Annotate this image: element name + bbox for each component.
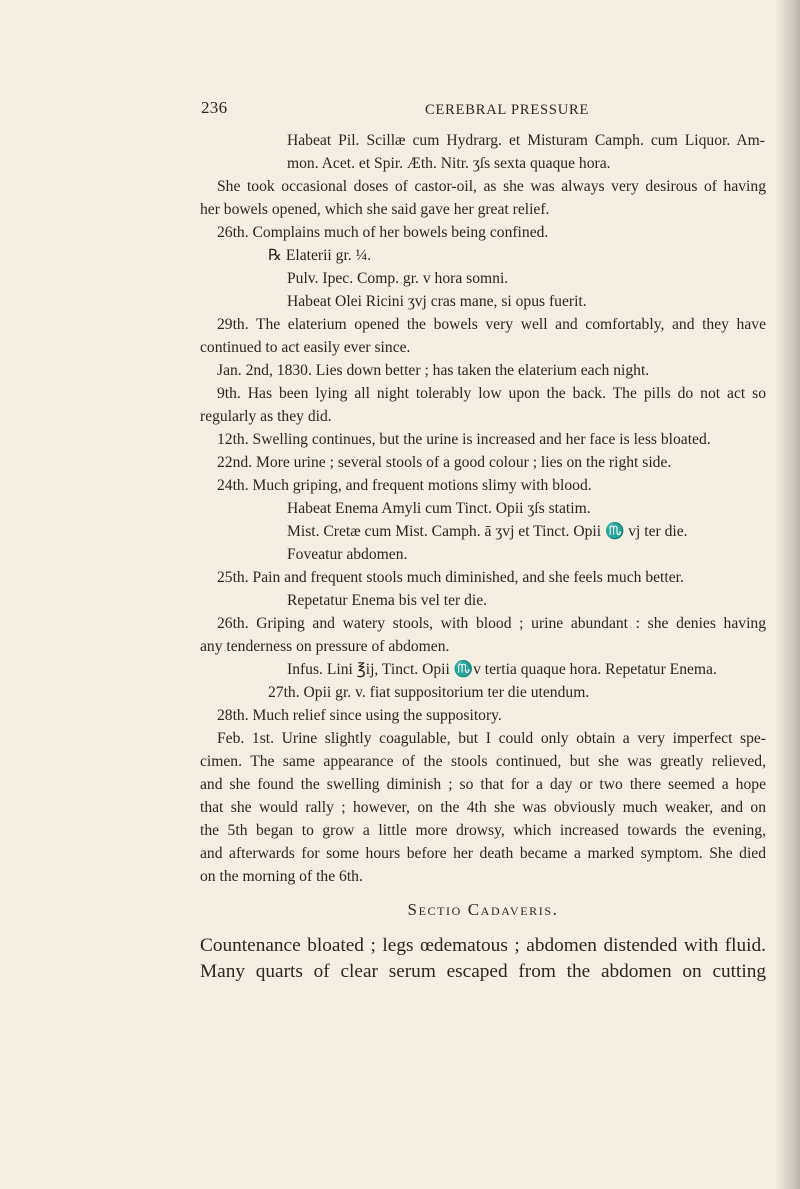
text-line: and afterwards for some hours before her death became a marked symptom. She died	[200, 845, 766, 862]
text-line: Jan. 2nd, 1830. Lies down better ; has taken the elaterium each night.	[217, 362, 650, 379]
text-line: Infus. Lini ℥ij, Tinct. Opii ♏v tertia quaque hora. Repetatur Enema.	[287, 661, 717, 678]
text-line: Repetatur Enema bis vel ter die.	[287, 592, 488, 609]
text-line: 28th. Much relief since using the suppository.	[217, 707, 502, 724]
text-line: 22nd. More urine ; several stools of a good colour ; lies on the right side.	[217, 454, 672, 471]
text-line: Feb. 1st. Urine slightly coagulable, but I could only obtain a very imperfect spe-	[217, 730, 766, 747]
text-line: Pulv. Ipec. Comp. gr. v hora somni.	[287, 270, 509, 287]
text-line: Foveatur abdomen.	[287, 546, 408, 563]
page-edge-shadow	[774, 0, 800, 1189]
text-line: regularly as they did.	[200, 408, 332, 425]
text-line: continued to act easily ever since.	[200, 339, 411, 356]
text-line: Habeat Enema Amyli cum Tinct. Opii ʒſs statim.	[287, 500, 591, 517]
text-line-large: Countenance bloated ; legs œdematous ; abdomen distended with fluid.	[200, 935, 766, 956]
running-head: CEREBRAL PRESSURE	[425, 102, 590, 118]
section-title: Sectio Cadaveris.	[407, 900, 559, 919]
text-line: 27th. Opii gr. v. fiat suppositorium ter die utendum.	[268, 684, 590, 701]
text-line: 24th. Much griping, and frequent motions slimy with blood.	[217, 477, 592, 494]
text-line: any tenderness on pressure of abdomen.	[200, 638, 450, 655]
text-line: her bowels opened, which she said gave her great relief.	[200, 201, 550, 218]
text-line: mon. Acet. et Spir. Æth. Nitr. ʒſs sexta quaque hora.	[287, 155, 611, 172]
text-line: 29th. The elaterium opened the bowels very well and comfortably, and they have	[217, 316, 766, 333]
text-line: 26th. Complains much of her bowels being confined.	[217, 224, 549, 241]
text-line: on the morning of the 6th.	[200, 868, 363, 885]
text-line: 12th. Swelling continues, but the urine is increased and her face is less bloated.	[217, 431, 711, 448]
text-line: Mist. Cretæ cum Mist. Camph. ā ʒvj et Tinct. Opii ♏ vj ter die.	[287, 523, 688, 540]
text-line: Habeat Olei Ricini ʒvj cras mane, si opus fuerit.	[287, 293, 587, 310]
text-line: and she found the swelling diminish ; so that for a day or two there seemed a hope	[200, 776, 766, 793]
text-line: cimen. The same appearance of the stools continued, but she was greatly relieved,	[200, 753, 766, 770]
text-line: the 5th began to grow a little more drowsy, which increased towards the evening,	[200, 822, 766, 839]
text-line: that she would rally ; however, on the 4th she was obviously much weaker, and on	[200, 799, 766, 816]
text-line-large: Many quarts of clear serum escaped from the abdomen on cutting	[200, 961, 766, 982]
text-line: ℞ Elaterii gr. ¼.	[268, 247, 372, 264]
text-line: 9th. Has been lying all night tolerably low upon the back. The pills do not act so	[217, 385, 766, 402]
text-line: Habeat Pil. Scillæ cum Hydrarg. et Misturam Camph. cum Liquor. Am-	[287, 132, 765, 149]
text-line: She took occasional doses of castor-oil, as she was always very desirous of having	[217, 178, 766, 195]
page-number: 236	[201, 98, 228, 117]
text-line: 25th. Pain and frequent stools much diminished, and she feels much better.	[217, 569, 684, 586]
text-line: 26th. Griping and watery stools, with blood ; urine abundant : she denies having	[217, 615, 766, 632]
